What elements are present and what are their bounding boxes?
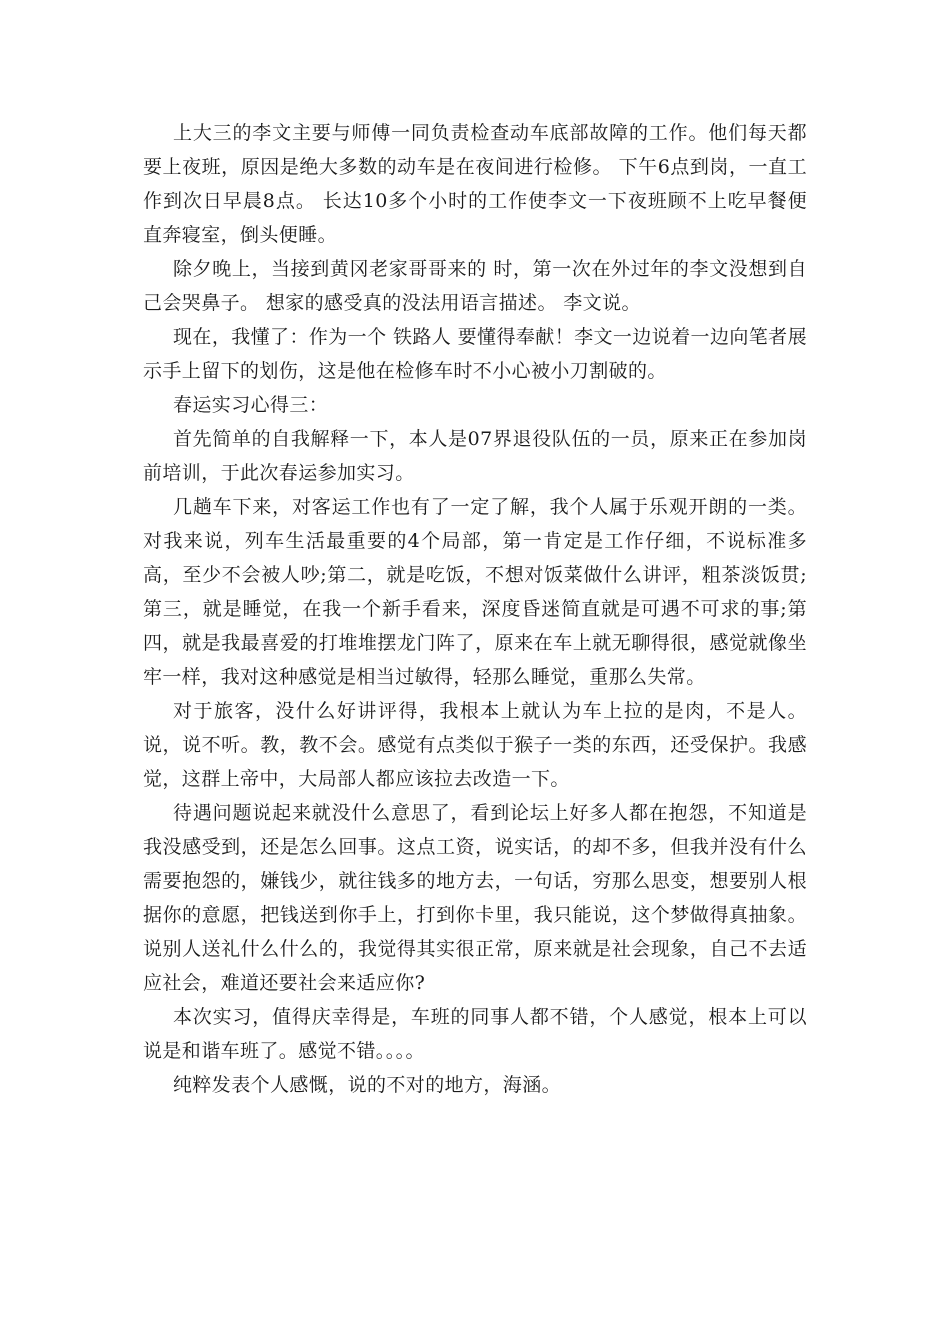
paragraph-10: 纯粹发表个人感慨，说的不对的地方，海涵。	[173, 1074, 562, 1096]
paragraph-2: 除夕晚上，当接到黄冈老家哥哥来的 时，第一次在外过年的李文没想到自己会哭鼻子。 想家的感受真的没法用语言描述。 李文说。	[143, 258, 807, 314]
paragraph-6: 几趟车下来，对客运工作也有了一定了解，我个人属于乐观开朗的一类。对我来说，列车生活最重要的4个局部，第一肯定是工作仔细，不说标准多高，至少不会被人吵;第二，就是吃饭，不想对饭菜做什么讲评，粗茶淡饭贯;第三，就是睡觉，在我一个新手看来，深度昏迷简直就是可遇不可求的事;第四，就是我最喜爱的打堆堆摆龙门阵了，原来在车上就无聊得很，感觉就像坐牢一样，我对这种感觉是相当过敏得，轻那么睡觉，重那么失常。	[143, 496, 807, 688]
paragraph-5: 首先简单的自我解释一下，本人是07界退役队伍的一员，原来正在参加岗前培训，于此次春运参加实习。	[143, 428, 807, 484]
paragraph-3: 现在，我懂了：作为一个 铁路人 要懂得奉献！李文一边说着一边向笔者展示手上留下的划伤，这是他在检修车时不小心被小刀割破的。	[143, 326, 807, 382]
paragraph-7: 对于旅客，没什么好讲评得，我根本上就认为车上拉的是肉，不是人。说，说不听。教，教不会。感觉有点类似于猴子一类的东西，还受保护。我感觉，这群上帝中，大局部人都应该拉去改造一下。	[143, 700, 807, 790]
document-body	[143, 116, 807, 1102]
paragraph-9: 本次实习，值得庆幸得是，车班的同事人都不错，个人感觉，根本上可以说是和谐车班了。感觉不错。。。。	[143, 1006, 807, 1062]
paragraph-1: 上大三的李文主要与师傅一同负责检查动车底部故障的工作。他们每天都要上夜班，原因是绝大多数的动车是在夜间进行检修。 下午6点到岗，一直工作到次日早晨8点。 长达10多个小时的工作使李文一下夜班顾不上吃早餐便直奔寝室，倒头便睡。	[143, 122, 807, 246]
section-heading: 春运实习心得三：	[173, 394, 329, 416]
paragraph-8: 待遇问题说起来就没什么意思了，看到论坛上好多人都在抱怨，不知道是我没感受到，还是怎么回事。这点工资，说实话，的却不多，但我并没有什么需要抱怨的，嫌钱少，就往钱多的地方去，一句话，穷那么思变，想要别人根据你的意愿，把钱送到你手上，打到你卡里，我只能说，这个梦做得真抽象。说别人送礼什么什么的，我觉得其实很正常，原来就是社会现象，自己不去适应社会，难道还要社会来适应你?	[143, 802, 807, 994]
